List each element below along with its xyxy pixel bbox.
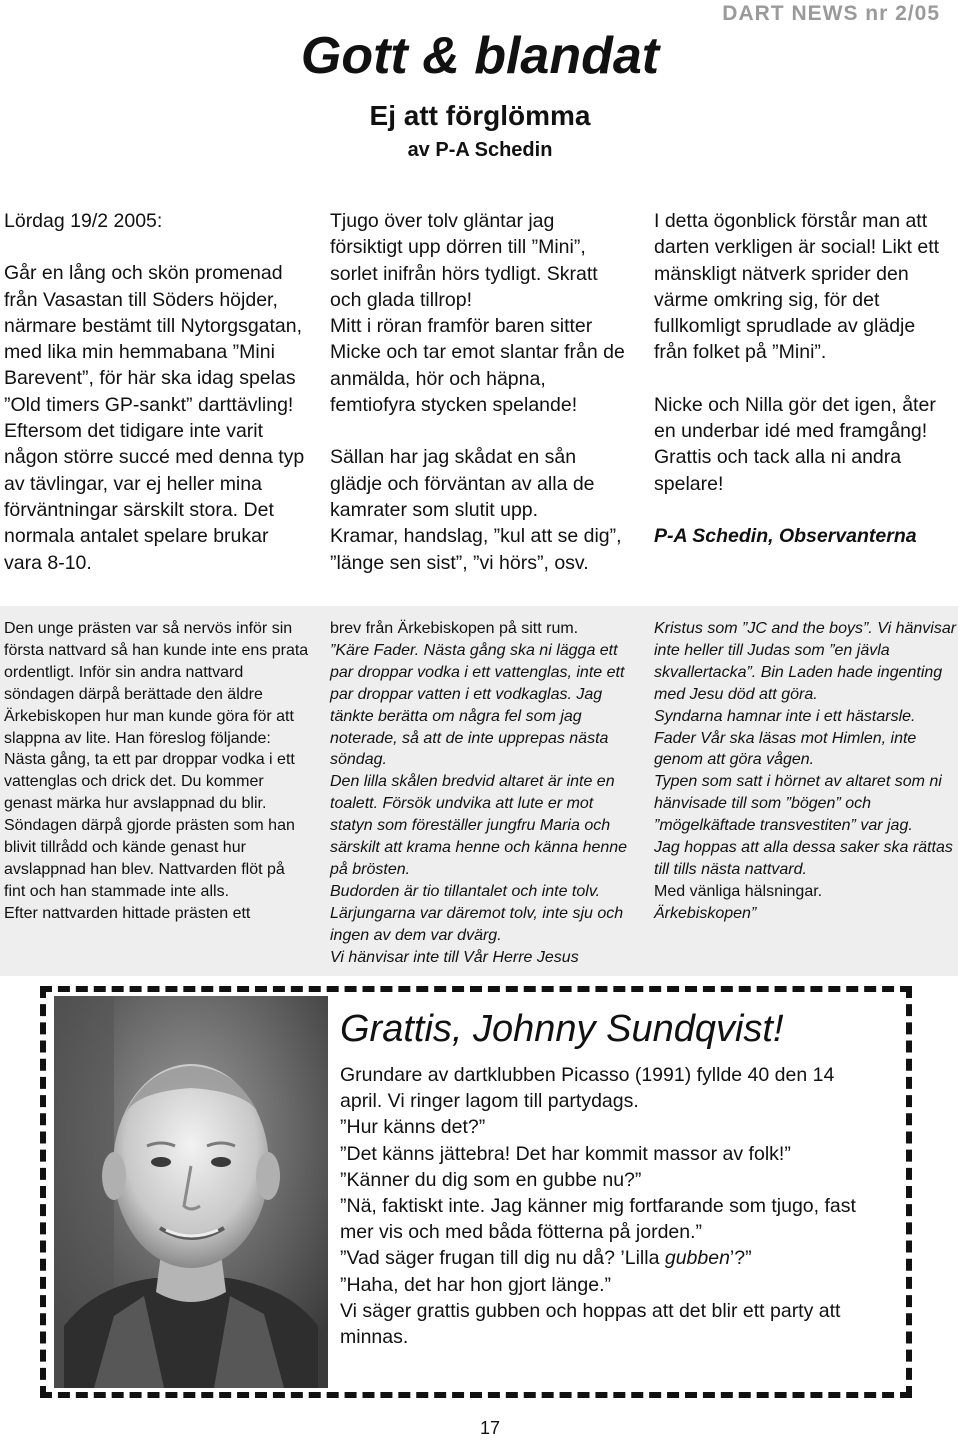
- article-paragraph: Sällan har jag skådat en sån glädje och förväntan av alla de kamrater som slutit upp.: [330, 446, 595, 521]
- joke-paragraph: Fader Vår ska läsas mot Himlen, inte genom att göra vågen.: [654, 729, 917, 769]
- joke-paragraph: Med vänliga hälsningar.: [654, 882, 823, 900]
- birthday-line: ”Nä, faktiskt inte. Jag känner mig fortfarande som tjugo, fast mer vis och med båda fötterna på jorden.”: [340, 1195, 856, 1244]
- joke-paragraph: Vi hänvisar inte till Vår Herre Jesus: [330, 948, 579, 966]
- joke-paragraph: Nästa gång, ta ett par droppar vodka i ett vattenglas och drick det. Du kommer genast märka hur avslappnad du blir.: [4, 751, 295, 813]
- masthead: DART NEWS nr 2/05: [722, 2, 940, 25]
- joke-column-2: [330, 618, 635, 969]
- joke-paragraph: Den unge prästen var så nervös inför sin första nattvard så han kunde inte ens prata ordentligt. Inför sin andra nattvard söndagen därpå berättade den äldre Ärkebiskopen hur man kunde göra för att slappna av lite. Han föreslog följande:: [4, 620, 309, 747]
- birthday-quote-end: ’?”: [729, 1247, 752, 1270]
- article-column-2: [330, 208, 630, 576]
- joke-paragraph: Den lilla skålen bredvid altaret är inte en toalett. Försök undvika att lute er mot statyn som föreställer jungfru Maria och särskilt att krama henne och känna henne på brösten.: [330, 773, 628, 878]
- joke-paragraph: Kristus som ”JC and the boys”. Vi hänvisar inte heller till Judas som ”en jävla skvallertacka”. Bin Laden hade ingenting med Jesu död att göra.: [654, 620, 957, 703]
- page-number: 17: [479, 1418, 501, 1438]
- section-title: [0, 26, 960, 86]
- portrait-image: [54, 996, 328, 1388]
- birthday-line: ”Haha, det har hon gjort länge.”: [340, 1273, 612, 1296]
- article-column-1: [4, 208, 308, 576]
- birthday-line: Vi säger grattis gubben och hoppas att det blir ett party att minnas.: [340, 1299, 841, 1349]
- birthday-line: ”Hur känns det?”: [340, 1116, 486, 1139]
- joke-column-3: [654, 618, 958, 925]
- article-signature: P-A Schedin, Observanterna: [654, 524, 917, 547]
- joke-paragraph: Jag hoppas att alla dessa saker ska rättas till tills nästa nattvard.: [654, 839, 953, 878]
- birthday-text: [340, 1062, 880, 1350]
- section-title-text: Gott & blandat: [300, 27, 660, 85]
- birthday-line: [340, 1245, 880, 1271]
- joke-column-1: [4, 618, 310, 925]
- byline: av P-A Schedin: [407, 139, 553, 161]
- birthday-quote: ”Vad säger frugan till dig nu då? ’Lilla: [340, 1247, 665, 1270]
- joke-paragraph: brev från Ärkebiskopen på sitt rum.: [330, 620, 579, 637]
- article-title: Ej att förglömma: [369, 100, 591, 131]
- article-paragraph: Nicke och Nilla gör det igen, åter en underbar idé med framgång!: [654, 393, 936, 443]
- joke-paragraph: ”Käre Fader. Nästa gång ska ni lägga ett par droppar vodka i ett vattenglas, inte ett par droppar vatten i ett vodkaglas. Jag tänkte berätta om några fel som jag noterade, så att de inte upprepas nästa söndag.: [330, 641, 625, 769]
- birthday-line: ”Det känns jättebra! Det har kommit massor av folk!”: [340, 1142, 791, 1165]
- joke-paragraph: Typen som satt i hörnet av altaret som ni hänvisade till som ”bögen” och ”mögelkäftade transvestiten” var jag.: [654, 773, 942, 835]
- portrait-photo: [54, 996, 328, 1388]
- article-paragraph: Går en lång och skön promenad från Vasastan till Söders höjder, närmare bestämt till Nytorgsgatan, med lika min hemmabana ”Mini Barevent”, för här ska idag spelas ”Old timers GP-sankt” darttävling! Eftersom det tidigare inte varit någon större succé med denna typ av tävlingar, var ej heller mina förväntningar särskilt stora. Det normala antalet spelare brukar vara 8-10.: [4, 262, 305, 574]
- article-paragraph: Tjugo över tolv gläntar jag försiktigt upp dörren till ”Mini”, sorlet inifrån hörs tydligt. Skratt och glada tillrop!: [330, 210, 598, 311]
- birthday-title: Grattis, Johnny Sundqvist!: [340, 1008, 784, 1050]
- article-paragraph: Mitt i röran framför baren sitter Micke och tar emot slantar från de anmälda, hör och häpna, femtiofyra stycken spelande!: [330, 315, 625, 417]
- article-date: Lördag 19/2 2005:: [4, 210, 163, 232]
- joke-paragraph: Budorden är tio tillantalet och inte tolv. Lärjungarna var däremot tolv, inte sju och ingen av dem var dvärg.: [330, 882, 624, 944]
- article-paragraph: I detta ögonblick förstår man att darten verkligen är social! Likt ett mänskligt nätverk sprider den värme omkring sig, för det fullkomligt sprudlade av glädje från folket på ”Mini”.: [654, 210, 940, 364]
- joke-paragraph: Syndarna hamnar inte i ett hästarsle.: [654, 707, 916, 725]
- birthday-quote-emphasis: gubben: [664, 1247, 730, 1270]
- joke-paragraph: Söndagen därpå gjorde prästen som han blivit tillrådd och kände genast hur avslappnad han blev. Nattvarden flöt på fint och han stammade inte alls.: [4, 817, 295, 900]
- joke-paragraph: Efter nattvarden hittade prästen ett: [4, 904, 251, 922]
- article-column-3: [654, 208, 954, 549]
- article-paragraph: Grattis och tack alla ni andra spelare!: [654, 446, 902, 495]
- birthday-line: Grundare av dartklubben Picasso (1991) fyllde 40 den 14 april. Vi ringer lagom till partydags.: [340, 1064, 835, 1113]
- birthday-line: ”Känner du dig som en gubbe nu?”: [340, 1168, 642, 1191]
- joke-paragraph: Ärkebiskopen”: [654, 904, 757, 922]
- article-paragraph: Kramar, handslag, ”kul att se dig”, ”länge sen sist”, ”vi hörs”, osv.: [330, 525, 622, 574]
